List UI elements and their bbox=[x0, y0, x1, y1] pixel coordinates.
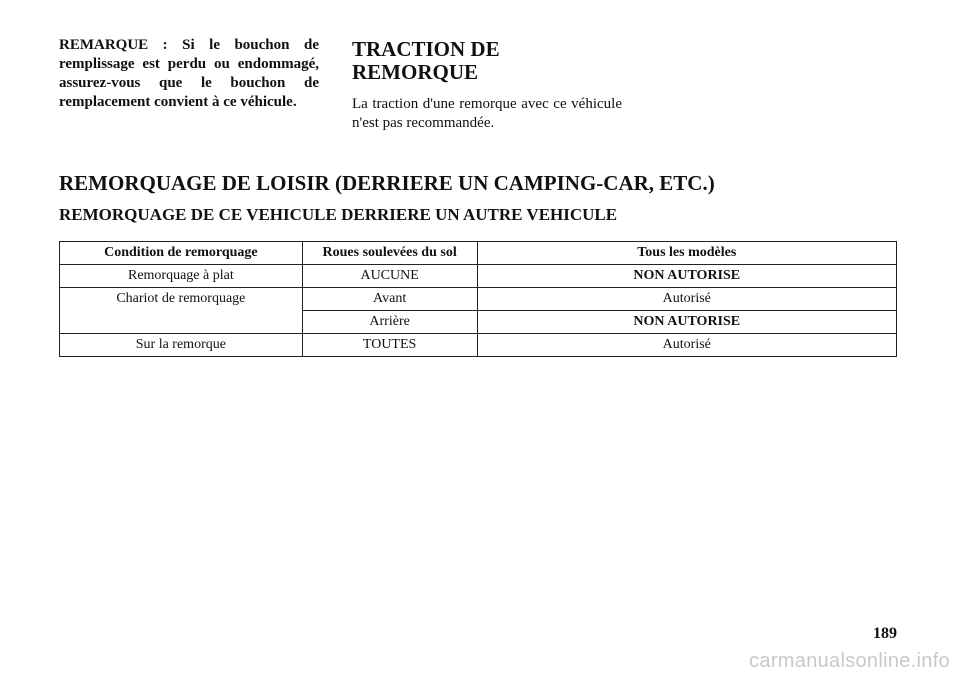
heading-towing-behind-vehicle: REMORQUAGE DE CE VEHICULE DERRIERE UN AUTRE VEHICULE bbox=[59, 205, 618, 224]
section-body-trailer-towing: La traction d'une remorque avec ce véhicule n'est pas recommandée. bbox=[352, 96, 622, 131]
cell-models: NON AUTORISE bbox=[477, 311, 896, 334]
cell-wheels: Avant bbox=[302, 288, 477, 311]
cell-wheels: AUCUNE bbox=[302, 265, 477, 288]
header-all-models: Tous les modèles bbox=[477, 242, 896, 265]
cell-wheels: Arrière bbox=[302, 311, 477, 334]
cell-models: Autorisé bbox=[477, 288, 896, 311]
cell-models: NON AUTORISE bbox=[477, 265, 896, 288]
header-condition: Condition de remorquage bbox=[60, 242, 303, 265]
cell-condition: Sur la remorque bbox=[60, 334, 303, 357]
watermark: carmanualsonline.info bbox=[749, 650, 950, 672]
heading-recreational-towing: REMORQUAGE DE LOISIR (DERRIERE UN CAMPING-CAR, ETC.) bbox=[59, 171, 715, 195]
towing-table bbox=[59, 241, 897, 357]
cell-models: Autorisé bbox=[477, 334, 896, 357]
page-number: 189 bbox=[873, 625, 897, 642]
header-wheels-raised: Roues soulevées du sol bbox=[302, 242, 477, 265]
table-row bbox=[60, 265, 897, 288]
cell-condition: Chariot de remorquage bbox=[60, 288, 303, 334]
note-remark: REMARQUE : Si le bouchon de remplissage est perdu ou endommagé, assurez-vous que le bouchon de remplacement convient à ce véhicule. bbox=[59, 37, 319, 110]
section-title-trailer-towing bbox=[352, 38, 612, 84]
cell-wheels: TOUTES bbox=[302, 334, 477, 357]
table-header-row bbox=[60, 242, 897, 265]
table-row bbox=[60, 334, 897, 357]
table-row bbox=[60, 288, 897, 311]
section-title-line-1: TRACTION DE bbox=[352, 37, 500, 61]
cell-condition: Remorquage à plat bbox=[60, 265, 303, 288]
section-title-line-2: REMORQUE bbox=[352, 60, 478, 84]
